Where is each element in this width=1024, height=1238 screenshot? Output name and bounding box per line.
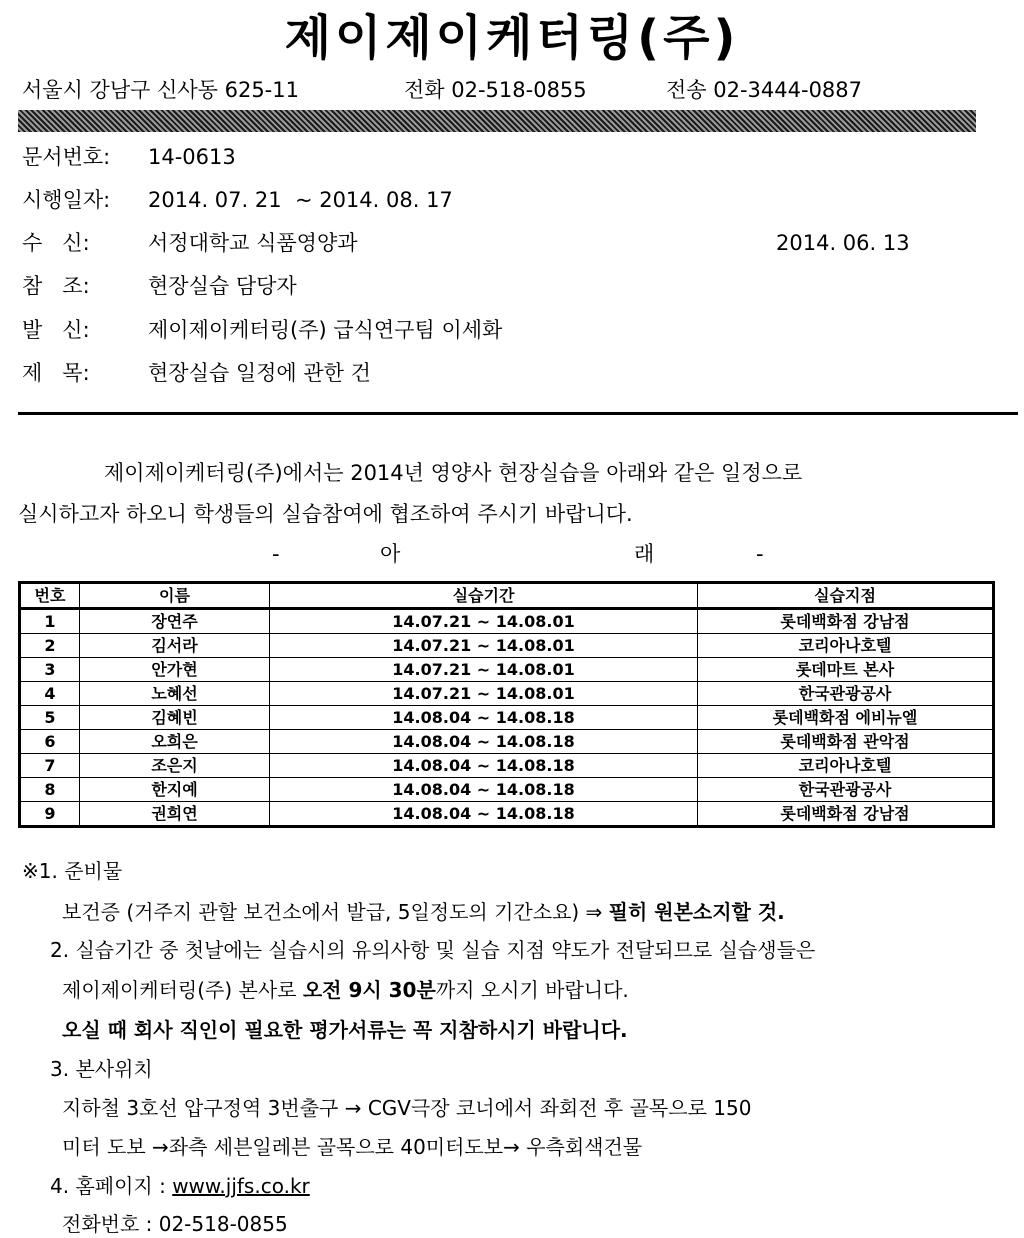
cell-period: 14.08.04 ~ 14.08.18 bbox=[270, 754, 698, 778]
schedule-table bbox=[18, 581, 995, 828]
arae-dash-right: - bbox=[756, 542, 764, 566]
note-2-line-3: 오실 때 회사 직인이 필요한 평가서류는 꼭 지참하시기 바랍니다. bbox=[62, 1018, 628, 1042]
note-3-line-2: 미터 도보 →좌측 세븐일레븐 골목으로 40미터도보→ 우측회색건물 bbox=[62, 1135, 643, 1159]
cell-site: 롯데백화점 강남점 bbox=[698, 609, 994, 634]
note-2-text-a: 제이제이케터링(주) 본사로 bbox=[62, 978, 303, 1002]
cell-name: 권희연 bbox=[80, 802, 270, 827]
cell-name: 노혜선 bbox=[80, 682, 270, 706]
meta-label-subject: 제 목: bbox=[22, 361, 90, 385]
note-2-time: 오전 9시 30분 bbox=[302, 978, 436, 1002]
hatched-divider bbox=[18, 110, 976, 132]
note-4-line bbox=[50, 1172, 310, 1200]
cell-site: 코리아나호텔 bbox=[698, 634, 994, 658]
cell-period: 14.07.21 ~ 14.08.01 bbox=[270, 682, 698, 706]
note-1-text: 보건증 (거주지 관할 보건소에서 발급, 5일정도의 기간소요) ⇒ bbox=[62, 900, 609, 924]
cell-name: 오희은 bbox=[80, 730, 270, 754]
table-header-row bbox=[20, 583, 994, 609]
company-address: 서울시 강남구 신사동 625-11 bbox=[22, 78, 299, 102]
arae-char-1: 아 bbox=[380, 542, 401, 566]
note-1-emphasis: 필히 원본소지할 것. bbox=[608, 900, 785, 924]
meta-label-period: 시행일자: bbox=[22, 188, 111, 212]
meta-label-docno: 문서번호: bbox=[22, 145, 111, 169]
meta-label-recipient: 수 신: bbox=[22, 231, 90, 255]
cell-number: 7 bbox=[20, 754, 80, 778]
note-3-line-1: 지하철 3호선 압구정역 3번출구 → CGV극장 코너에서 좌회전 후 골목으로 150 bbox=[62, 1096, 752, 1120]
meta-value-docno: 14-0613 bbox=[148, 145, 236, 169]
table-row bbox=[20, 682, 994, 706]
cell-number: 4 bbox=[20, 682, 80, 706]
cell-name: 한지예 bbox=[80, 778, 270, 802]
cell-period: 14.07.21 ~ 14.08.01 bbox=[270, 609, 698, 634]
cell-number: 6 bbox=[20, 730, 80, 754]
header-number: 번호 bbox=[20, 583, 80, 609]
cell-period: 14.08.04 ~ 14.08.18 bbox=[270, 802, 698, 827]
cell-site: 한국관광공사 bbox=[698, 778, 994, 802]
cell-site: 롯데백화점 에비뉴엘 bbox=[698, 706, 994, 730]
note-2-text-c: 까지 오시기 바랍니다. bbox=[435, 978, 629, 1002]
meta-value-recipient: 서정대학교 식품영양과 bbox=[148, 231, 358, 255]
cell-name: 조은지 bbox=[80, 754, 270, 778]
table-row bbox=[20, 754, 994, 778]
body-line-2: 실시하고자 하오니 학생들의 실습참여에 협조하여 주시기 바랍니다. bbox=[18, 502, 633, 526]
header-site: 실습지점 bbox=[698, 583, 994, 609]
cell-number: 3 bbox=[20, 658, 80, 682]
table-row bbox=[20, 730, 994, 754]
arae-dash-left: - bbox=[272, 542, 280, 566]
cell-period: 14.08.04 ~ 14.08.18 bbox=[270, 778, 698, 802]
meta-value-subject: 현장실습 일정에 관한 건 bbox=[148, 361, 371, 385]
homepage-link[interactable]: www.jjfs.co.kr bbox=[172, 1174, 310, 1198]
cell-site: 롯데마트 본사 bbox=[698, 658, 994, 682]
company-phone: 전화 02-518-0855 bbox=[404, 78, 587, 102]
phone-number-line: 전화번호 : 02-518-0855 bbox=[62, 1212, 288, 1236]
header-name: 이름 bbox=[80, 583, 270, 609]
meta-value-period: 2014. 07. 21 ~ 2014. 08. 17 bbox=[148, 188, 453, 212]
table-row bbox=[20, 609, 994, 634]
meta-value-reference: 현장실습 담당자 bbox=[148, 274, 297, 298]
body-line-1: 제이제이케터링(주)에서는 2014년 영양사 현장실습을 아래와 같은 일정으로 bbox=[104, 461, 803, 485]
cell-name: 장연주 bbox=[80, 609, 270, 634]
cell-number: 1 bbox=[20, 609, 80, 634]
cell-name: 김혜빈 bbox=[80, 706, 270, 730]
company-fax: 전송 02-3444-0887 bbox=[666, 78, 863, 102]
cell-period: 14.08.04 ~ 14.08.18 bbox=[270, 706, 698, 730]
note-1-line bbox=[62, 898, 785, 926]
cell-site: 코리아나호텔 bbox=[698, 754, 994, 778]
document-date: 2014. 06. 13 bbox=[776, 231, 910, 255]
cell-period: 14.07.21 ~ 14.08.01 bbox=[270, 658, 698, 682]
note-1-title: ※1. 준비물 bbox=[22, 859, 123, 883]
meta-label-reference: 참 조: bbox=[22, 274, 90, 298]
cell-period: 14.07.21 ~ 14.08.01 bbox=[270, 634, 698, 658]
cell-period: 14.08.04 ~ 14.08.18 bbox=[270, 730, 698, 754]
note-4-label: 4. 홈페이지 : bbox=[50, 1174, 173, 1198]
cell-number: 5 bbox=[20, 706, 80, 730]
cell-number: 8 bbox=[20, 778, 80, 802]
header-rule bbox=[18, 412, 1018, 415]
table-row bbox=[20, 778, 994, 802]
cell-name: 김서라 bbox=[80, 634, 270, 658]
table-row bbox=[20, 658, 994, 682]
note-3-title: 3. 본사위치 bbox=[50, 1057, 153, 1081]
cell-site: 롯데백화점 강남점 bbox=[698, 802, 994, 827]
note-2-line-2 bbox=[62, 976, 629, 1004]
table-row bbox=[20, 802, 994, 827]
cell-site: 한국관광공사 bbox=[698, 682, 994, 706]
company-title: 제이제이케터링(주) bbox=[284, 10, 740, 66]
cell-number: 2 bbox=[20, 634, 80, 658]
table-row bbox=[20, 706, 994, 730]
note-2-line-1: 2. 실습기간 중 첫날에는 실습시의 유의사항 및 실습 지점 약도가 전달되므로 실습생들은 bbox=[50, 938, 816, 962]
cell-name: 안가현 bbox=[80, 658, 270, 682]
meta-value-sender: 제이제이케터링(주) 급식연구팀 이세화 bbox=[148, 318, 503, 342]
table-row bbox=[20, 634, 994, 658]
header-period: 실습기간 bbox=[270, 583, 698, 609]
cell-number: 9 bbox=[20, 802, 80, 827]
arae-char-2: 래 bbox=[634, 542, 655, 566]
cell-site: 롯데백화점 관악점 bbox=[698, 730, 994, 754]
meta-label-sender: 발 신: bbox=[22, 318, 90, 342]
